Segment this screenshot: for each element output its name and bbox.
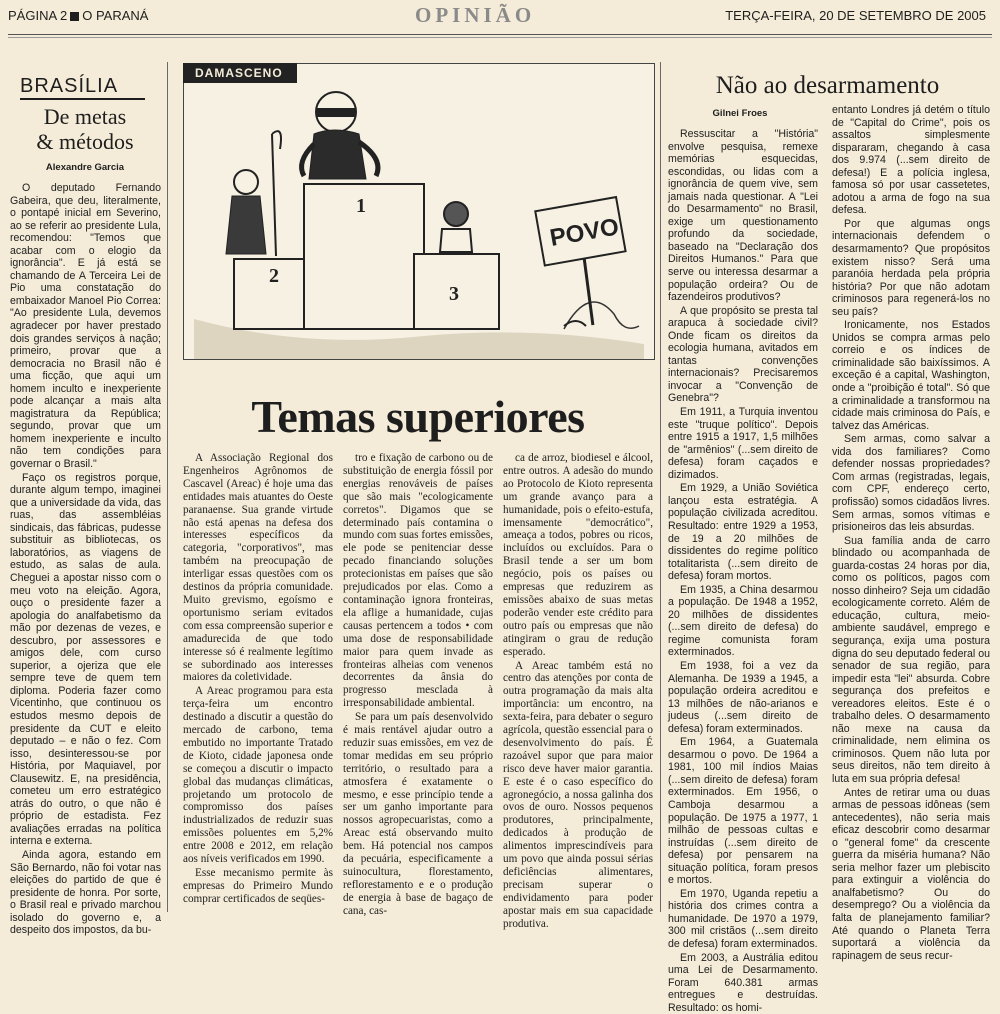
paragraph: Ironicamente, nos Estados Unidos se compra armas pelo correio e os índices de criminalidade são baixíssimos. A exceção é a capital, Washington, onde a "proibição é total". Só que a criminalidade a transformou na cidade mais criminosa do País, e talvez das Américas.: [832, 319, 990, 432]
brasilia-headline: [20, 104, 150, 154]
paragraph: A Areac programou para esta terça-feira um encontro destinado a discutir a questão do mercado de carbono, tema embutido no importante Tratado de Kioto, cidade japonesa onde se começou a discutir o impacto global das mudanças climáticas, projetando um protocolo de compromisso dos países industrializados de reduzir suas emissões poluentes em 5,2% entre 2008 e 2012, em relação aos níveis verificados em 1990.: [183, 685, 333, 866]
paragraph: ca de arroz, biodiesel e álcool, entre outros. A adesão do mundo ao Protocolo de Kioto representa um grande avanço para a humanidade, pois o efeito-estufa, imensamente "democrático", ameaça a todos, pobres ou ricos, incluídos ou excluídos. Para o Brasil tende a ser um bom negócio, pois os países ou empresas que reduzirem as emissões abaixo de suas metas poderão vender este crédito para outro país ou empresas que não atingiram o grau de redução esperado.: [503, 452, 653, 658]
editorial-cartoon: [183, 63, 655, 360]
editorial-column-3: [503, 452, 653, 930]
paragraph: Sem armas, como salvar a vida dos familiares? Como defender nossas propriedades? Com armas (registradas, legais, com CPF, endereço certo, profissão) somos cidadãos livres. Sem armas, somos vítimas e prisioneiros das leis absurdas.: [832, 433, 990, 534]
paragraph: Por que algumas ongs internacionais defendem o desarmamento? Que propósitos existem nisso? Será uma paranóia herdada pela própria história? Por que não adotam criminosos para regenerá-los no seu país?: [832, 217, 990, 318]
povo-sign: [535, 197, 637, 331]
paragraph: A Associação Regional dos Engenheiros Agrônomos de Cascavel (Areac) é hoje uma das entidades mais atuantes do Oeste paranaense. Sua grande virtude não está apenas na defesa dos interesses específicos da categoria, "corporativos", mas também na preocupação de interligar essas questões com os destinos da própria comunidade. Muito grevismo, egoísmo e oportunismo seriam evitados com essa compreensão superior e amadurecida de que todo interesse só é realmente legítimo se subordinado aos interesses maiores da coletividade.: [183, 452, 333, 684]
section-title: OPINIÃO: [415, 3, 536, 27]
brasilia-author: Alexandre Garcia: [45, 162, 125, 173]
header-rule: [8, 34, 992, 35]
brasilia-headline-line2: & métodos: [36, 129, 134, 154]
column-divider: [660, 62, 661, 912]
child-figure: [440, 202, 472, 252]
paragraph: Faço os registros porque, durante algum tempo, imaginei que a universidade da vida, das ruas, das assembléias sindicais, das fábricas, pudesse substituir as bibliotecas, os laboratórios, as viagens de estudo, as salas de aula. Cheguei a apostar nisso com o meu voto na eleição. Agora, ouço o presidente fazer a apologia do analfabetismo da mão por dezenas de vezes, e descubro, por assessores e amigos dele, com curso superior, a ojeriza que ele sempre teve de quem tem diploma. Poderia fazer como Vicentinho, que continuou os estudos mesmo depois de presidente da CUT e eleito deputado – e não o fez. Com isso, desinteressou-se por História, por Maquiavel, por Clausewitz. E, na presidência, cometeu um erro estratégico atrás do outro, o que não é próprio de estadista. Fez avaliações erradas na política interna e externa.: [10, 471, 161, 848]
paragraph: Em 1938, foi a vez da Alemanha. De 1939 a 1945, a população ordeira acreditou e 13 milhões de não-arianos e judeus (...sem direito de defesa) foram exterminados.: [668, 659, 818, 735]
editorial-column-1: [183, 452, 333, 912]
section-underline: [20, 98, 145, 100]
brasilia-headline-line1: De metas: [43, 104, 127, 129]
brasilia-body: [10, 182, 161, 937]
desarmamento-author: Gilnei Froes: [712, 108, 768, 119]
page-header-left: [8, 8, 148, 23]
desarmamento-headline: Não ao desarmamento: [715, 72, 940, 99]
paragraph: Em 2003, a Austrália editou uma Lei de Desarmamento. Foram 640.381 armas entregues e destruídas. Resultado: os homi-: [668, 951, 818, 1014]
header-rule-thin: [8, 37, 992, 38]
masked-figure: [302, 92, 378, 179]
paragraph: Em 1929, a União Soviética lançou esta estratégia. A população civilizada acreditou. Resultado: entre 1929 a 1953, de 19 a 20 milhões de dissidentes do regime político totalitarista (...sem direito de defesa) foram mortos.: [668, 482, 818, 583]
newspaper-name: O PARANÁ: [82, 8, 149, 23]
brasilia-section-label: BRASÍLIA: [20, 75, 119, 97]
paragraph: Em 1970, Uganda repetiu a história dos crimes contra a humanidade. De 1970 a 1979, 300 mil cristãos (...sem direito de defesa) foram exterminados.: [668, 887, 818, 950]
paragraph: Ressuscitar a "História" envolve pesquisa, remexe memórias esquecidas, escondidas, ou lidas com a ignorância de quem vive, sem jamais nada questionar. A "Lei do Desarmamento" no Brasil, exige um questionamento profundo da sociedade, baseado na "Declaração dos Direitos Humanos." Para que serve ou interessa desarmar a população ordeira? Ou de fazendeiros produtivos?: [668, 128, 818, 304]
paragraph: Se para um país desenvolvido é mais rentável ajudar outro a reduzir suas emissões, em vez de tomar medidas em seu próprio território, o resultado para a atmosfera é exatamente o mesmo, e esse princípio tende a ser um ganho importante para nossos agropecuaristas, como a Areac está observando muito bem. Há potencial nos campos da pecuária, especificamente a suinocultura, florestamento, reflorestamento e e o produção de energia à base de bagaço de cana, cas-: [343, 711, 493, 917]
cartoon-illustration: [184, 64, 654, 359]
paragraph: Em 1911, a Turquia inventou este "truque político". Depois entre 1915 a 1917, 1,5 milhões de "armênios" (...sem direito de defesa) foram caçados e dizimados.: [668, 406, 818, 481]
editorial-column-2: [343, 452, 493, 917]
paragraph: Ainda agora, estando em São Bernardo, não foi votar nas eleições do partido de que é presidente de honra. Por sorte, o Brasil real e privado marchou isolado do governo e, a despeito dos impostos, da bu-: [10, 848, 161, 937]
paragraph: Em 1964, a Guatemala desarmou o povo. De 1964 a 1981, 100 mil índios Maias (...sem direito de defesa) foram exterminados. Em 1956, o Camboja desarmou a população. De 1975 a 1977, 1 milhão de pessoas cultas e instruídas (...sem direito de defesa) por pensarem na situação política, foram presos e mortos.: [668, 736, 818, 887]
issue-date: TERÇA-FEIRA, 20 DE SETEMBRO DE 2005: [725, 8, 986, 23]
cartoonist-tag: DAMASCENO: [183, 63, 297, 83]
desarmamento-column-1: [668, 128, 818, 1014]
dirt-mound: [564, 302, 639, 329]
paragraph: entanto Londres já detém o título de "Capital do Crime", pois os assaltos simplesmente dispararam, chegando à casa dos 9.974 (...sem direito de defesa!) E a polícia inglesa, famosa só por usar cassetetes, adotou a arma de fogo na sua defesa.: [832, 104, 990, 217]
paragraph: A Areac também está no centro das atenções por conta de outra programação da mais alta importância: um encontro, na sexta-feira, para debater o seguro agrícola, questão essencial para o desenvolvimento do país. É razoável supor que para maior risco deve haver maior garantia. E este é o caso específico do agronegócio, a nossa galinha dos ovos de ouro. Nossos pequenos produtores, principalmente, dedicados à produção de alimentos imprescindíveis para um povo que ainda possui sérias deficiências alimentares, precisam superar o endividamento para poder apostar mais em sua capacidade produtiva.: [503, 659, 653, 930]
square-bullet-icon: [70, 12, 79, 21]
paragraph: O deputado Fernando Gabeira, que deu, literalmente, o pontapé inicial em Severino, ao se referir ao presidente Lula, recomendou: "Temos que acabar com o elogio da ignorância". E já está se chamando de A Terceira Lei de Pio uma constatação do embaixador Manoel Pio Correa: "Ao presidente Lula, devemos agradecer por haver prestado dois grandes serviços à nação; primeiro, provar que a democracia no Brasil não é uma ficção, que aqui um homem inculto e inexperiente pode alcançar a mais alta magistratura da República; segundo, provar que um homem inexperiente e inculto não tem condições para governar o Brasil.": [10, 182, 161, 471]
paragraph: A que propósito se presta tal arapuca à sociedade civil? Onde ficam os direitos da ecologia humana, avitados em tantas convenções internacionais? Precisaremos invocar a "Convenção de Genebra"?: [668, 304, 818, 405]
hand-holding-sign: [564, 321, 586, 326]
desarmamento-column-2: [832, 104, 990, 962]
place-1-label: 1: [356, 195, 366, 217]
page-number: PÁGINA 2: [8, 8, 68, 23]
paragraph: Esse mecanismo permite às empresas do Primeiro Mundo comprar certificados de seqües-: [183, 867, 333, 905]
paragraph: Sua família anda de carro blindado ou acompanhada de guarda-costas 24 horas por dia, como os políticos, pagos com nosso dinheiro? Seja um cidadão ecologicamente correto. Além de educação, cultura, meio-ambiente saudável, emprego e segurança, exija uma postura digna do seu deputado federal ou senador de sua região, para impedir esta "lei" absurda. Cobre segurança dos prefeitos e vereadores eleitos. Este é o trabalho deles. O desarmamento não mexe na causa da criminalidade, nem elimina os criminosos. Quem não luta por seus direitos, não tem direito à luta em sua própria defesa!: [832, 534, 990, 785]
place-2-label: 2: [269, 265, 279, 287]
paragraph: Antes de retirar uma ou duas armas de pessoas idôneas (sem antecedentes), não seria mais eficaz descobrir como desarmar o "general fome" da crescente guerra da miséria humana? Não seria melhor fazer um plebiscito para extinguir a violência do analfabetismo? Ou do desemprego? Ou a violência da falta de planejamento familiar? Até quando o Planeta Terra suportará a violência da rapinagem de seus recur-: [832, 786, 990, 962]
paragraph: tro e fixação de carbono ou de substituição de energia fóssil por energias renováveis de países que são mais "ecologicamente corretos". Digamos que se determinado país contamina o mundo com suas fortes emissões, ele pode se penitenciar desse pecado financiando soluções protecionistas em países que são prejudicados por elas. Como a contaminação ignora fronteiras, ela aflige a humanidade, cujas causas pertencem a todos • com uma dose de responsabilidade maior para quem invade as fronteiras alheias com venenos decorrentes da ânsia do progresso mesclada à irresponsabilidade ambiental.: [343, 452, 493, 710]
scythe-figure: [226, 131, 281, 256]
editorial-headline: Temas superiores: [251, 391, 585, 442]
sign-text: POVO: [547, 213, 621, 252]
column-divider: [167, 62, 168, 912]
place-3-label: 3: [449, 283, 459, 305]
paragraph: Em 1935, a China desarmou a população. De 1948 a 1952, 20 milhões de dissidentes (...sem direito de defesa) do regime comunista foram exterminados.: [668, 583, 818, 659]
